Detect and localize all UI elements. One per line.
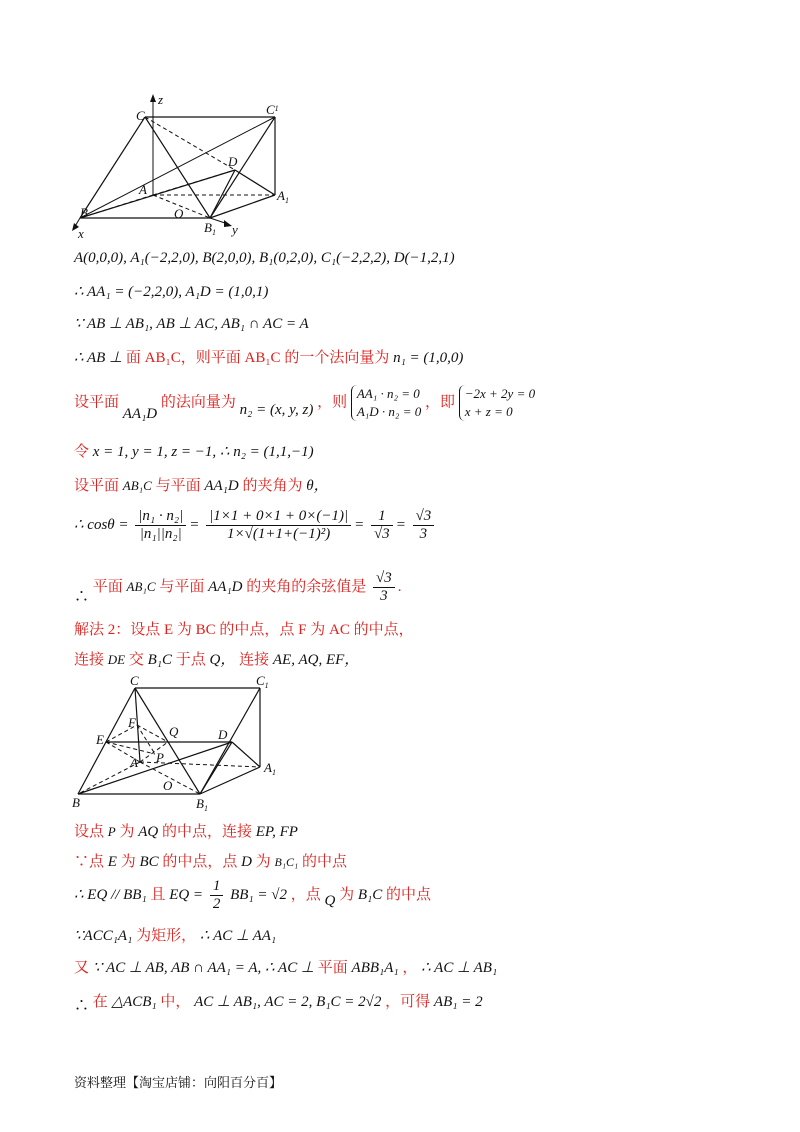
triangle-line <box>74 992 483 1012</box>
p3-and: 且 <box>150 886 166 903</box>
label-O: O <box>174 206 184 221</box>
conclusion-line <box>74 570 402 605</box>
p3-point: ，点 <box>290 886 321 903</box>
conclusion-aa1d: AA₁D <box>208 578 243 595</box>
plane-aa1d-2: AA₁D <box>204 478 239 494</box>
p6-therefore: ∴ <box>74 998 90 1014</box>
cos-theta-line: ∴ cosθ = $\frac{\text{|n₁ · n₂|}}{\text{|n₁||n₂|}}$ = $\frac{|1\times 1 + 0\times 1 + 0\times(-1)|}{\text{1×√(1+1+(−1)²)}}$ = $\frac{1}{√3}$ = $\frac{√3}{3}$ <box>74 508 437 543</box>
conclusion-period: . <box>397 578 402 595</box>
cos-f4-num: √3 <box>413 508 435 526</box>
sys2-top: −2x + 2y = 0 <box>464 386 536 401</box>
p3-fraction <box>210 878 224 913</box>
p2-e: E <box>107 854 117 870</box>
conclusion-with: 与平面 <box>159 578 205 595</box>
plane-aa1d: AA₁D <box>122 406 158 423</box>
cos-f2-den: 1×√(1+1+(−1)²) <box>226 526 331 542</box>
then-label: ，则 <box>317 394 348 411</box>
let-label: 令 <box>74 444 90 460</box>
cos-fraction-2 <box>206 508 351 543</box>
cos-f3-num: 1 <box>371 508 393 526</box>
p1-p: P <box>107 824 116 839</box>
fig2-label-D: D <box>218 727 228 742</box>
normal-n1-line <box>74 348 463 368</box>
cos-fraction-3 <box>371 508 393 543</box>
because-line: ∵ AB ⊥ AB₁, AB ⊥ AC, AB₁ ∩ AC = A <box>74 316 309 332</box>
label-C1: $C^1$ <box>266 102 279 117</box>
connect-intersect: 交 <box>128 652 144 668</box>
p2-d: D <box>241 854 252 870</box>
figure-2-prism <box>70 672 290 817</box>
equation-system-2 <box>459 385 535 421</box>
conclusion-text: 的夹角的余弦值是 <box>246 578 367 595</box>
angle-line <box>74 476 329 496</box>
p4-rect: 为矩形， <box>136 928 197 944</box>
p5-cond: ∵ AC ⊥ AB, AB ∩ AA₁ = A, ∴ AC ⊥ <box>92 960 315 976</box>
label-A1: $A_1$ <box>277 188 289 205</box>
p3-bb1: BB₁ = √2 <box>230 886 287 903</box>
cos-f1-num: |n₁ · n₂| <box>135 508 186 526</box>
fig2-label-A1: $A_1$ <box>264 760 276 777</box>
sys2-bottom: x + z = 0 <box>464 404 513 419</box>
conclusion-den: 3 <box>380 588 388 604</box>
p2-because: ∵点 <box>74 854 105 870</box>
conclusion-num: √3 <box>373 570 395 588</box>
p5-abb1a1: ABB₁A₁ <box>351 960 399 976</box>
p2-mid-2: 的中点 <box>301 854 347 870</box>
p5-also: 又 <box>74 960 90 976</box>
fig2-label-Q: Q <box>169 724 179 739</box>
let-line <box>74 442 314 462</box>
p1-as: 为 <box>119 824 135 840</box>
p6-can: ，可得 <box>385 994 431 1010</box>
normal-n1-text: 面 AB₁C，则平面 AB₁C 的一个法向量为 <box>125 350 390 366</box>
p1-aq: AQ <box>138 824 159 840</box>
fig2-label-O: O <box>163 778 173 793</box>
p5-comma: ， <box>402 960 418 976</box>
label-B: B <box>80 205 88 220</box>
p3-num: 1 <box>210 878 224 896</box>
p3-mid: 的中点 <box>385 886 431 903</box>
cos-f3-den: √3 <box>373 526 390 542</box>
p6-zhong: 中， <box>160 994 191 1010</box>
p4-perp: ∴ AC ⊥ AA₁ <box>199 928 277 944</box>
conclusion-ab1c: AB₁C <box>126 578 156 594</box>
sys1-bottom: A₁D · n₂ = 0 <box>356 404 422 419</box>
connect-de: DE <box>107 652 126 667</box>
because-e-line <box>74 852 347 872</box>
p3-eq-parallel: ∴ EQ // BB₁ <box>74 886 147 903</box>
p2-b1c1: B₁C₁ <box>274 855 299 869</box>
normal-label: 的法向量为 <box>160 394 236 411</box>
rectangle-line <box>74 926 276 946</box>
p5-plane: 平面 <box>317 960 348 976</box>
connect-q: Q， <box>209 652 236 668</box>
set-p-line <box>74 822 298 842</box>
label-B1: $B_1$ <box>204 220 216 237</box>
let-values: x = 1, y = 1, z = −1, ∴ n₂ = (1,1,−1) <box>92 444 314 460</box>
fig2-label-F: F <box>128 715 136 730</box>
p6-conds: AC ⊥ AB₁, AC = 2, B₁C = 2√2 <box>194 994 382 1010</box>
label-C: C <box>136 108 145 123</box>
n2-vector: n₂ = (x, y, z) <box>239 402 314 419</box>
p6-result: AB₁ = 2 <box>433 994 483 1010</box>
cos-fraction-4 <box>413 508 435 543</box>
normal-n2-line <box>74 385 535 421</box>
eq-parallel-line <box>74 878 431 913</box>
connect-b1c: B₁C <box>147 652 173 668</box>
coords-line: A(0,0,0), A₁(−2,2,0), B(2,0,0), B₁(0,2,0), C₁(−2,2,2), D(−1,2,1) <box>74 250 455 266</box>
connect-label: 连接 <box>74 652 105 668</box>
figure-1-prism-with-axes <box>70 90 310 240</box>
angle-is-label: 的夹角为 <box>242 478 303 494</box>
fig2-label-C1: $C_1$ <box>256 673 269 690</box>
p3-eq: EQ = <box>169 886 204 903</box>
solution-2-line: 解法 2：设点 E 为 BC 的中点，点 F 为 AC 的中点， <box>74 622 414 638</box>
fig2-label-A: A <box>130 755 138 770</box>
p3-b1c: B₁C <box>357 886 383 903</box>
p2-bc: BC <box>139 854 159 870</box>
p1-set: 设点 <box>74 824 105 840</box>
p3-as: 为 <box>339 886 355 903</box>
p1-segments: EP, FP <box>255 824 298 840</box>
i-e-label: ，即 <box>424 394 455 411</box>
cos-lhs: ∴ cosθ = <box>74 516 129 533</box>
p2-as: 为 <box>120 854 136 870</box>
cos-fraction-1 <box>135 508 186 543</box>
vectors-line: ∴ AA₁ = (−2,2,0), A₁D = (1,0,1) <box>74 284 269 300</box>
p3-q: Q <box>324 892 336 909</box>
connect-segments: AE, AQ, EF， <box>272 652 360 668</box>
p6-in: 在 <box>92 994 108 1010</box>
p4-acc1a1: ∵ACC₁A₁ <box>74 928 133 944</box>
p6-triangle: △ACB₁ <box>111 994 157 1010</box>
p1-mid: 的中点，连接 <box>161 824 252 840</box>
cos-f1-den: |n₁||n₂| <box>139 526 182 542</box>
angle-with-label: 与平面 <box>155 478 201 494</box>
label-x: x <box>78 226 84 240</box>
conclusion-therefore: ∴ <box>74 588 90 605</box>
angle-set-label: 设平面 <box>74 478 120 494</box>
sys1-top: AA₁ · n₂ = 0 <box>356 386 420 401</box>
connect-at: 于点 <box>175 652 206 668</box>
p5-result: ∴ AC ⊥ AB₁ <box>421 960 498 976</box>
connect-line <box>74 650 359 670</box>
label-D: D <box>228 154 238 169</box>
equation-system-1 <box>351 385 421 421</box>
plane-ab1c: AB₁C <box>122 478 152 493</box>
fig2-label-B1: $B_1$ <box>196 796 208 813</box>
p2-mid: 的中点，点 <box>162 854 238 870</box>
p3-den: 2 <box>212 896 221 912</box>
theta-symbol: θ， <box>306 478 329 494</box>
fig2-label-B: B <box>72 795 80 810</box>
label-A: A <box>139 182 147 197</box>
also-line <box>74 958 497 978</box>
fig2-label-P: P <box>156 750 164 765</box>
fig2-label-E: E <box>96 732 104 747</box>
label-y: y <box>232 222 238 237</box>
cos-f4-den: 3 <box>419 526 428 542</box>
cos-f2-num: |1×1 + 0×1 + 0×(−1)| <box>206 508 351 526</box>
connect-label-2: 连接 <box>239 652 270 668</box>
conclusion-fraction <box>373 570 395 605</box>
n1-vector: n₁ = (1,0,0) <box>393 350 464 366</box>
therefore-ab-perp: ∴ AB ⊥ <box>74 350 123 366</box>
label-z: z <box>158 92 164 107</box>
footer-source: 资料整理【淘宝店铺：向阳百分百】 <box>74 1076 283 1091</box>
conclusion-plane: 平面 <box>92 578 123 595</box>
fig2-label-C: C <box>130 673 139 688</box>
set-plane-label: 设平面 <box>74 394 120 411</box>
p2-as-2: 为 <box>255 854 271 870</box>
